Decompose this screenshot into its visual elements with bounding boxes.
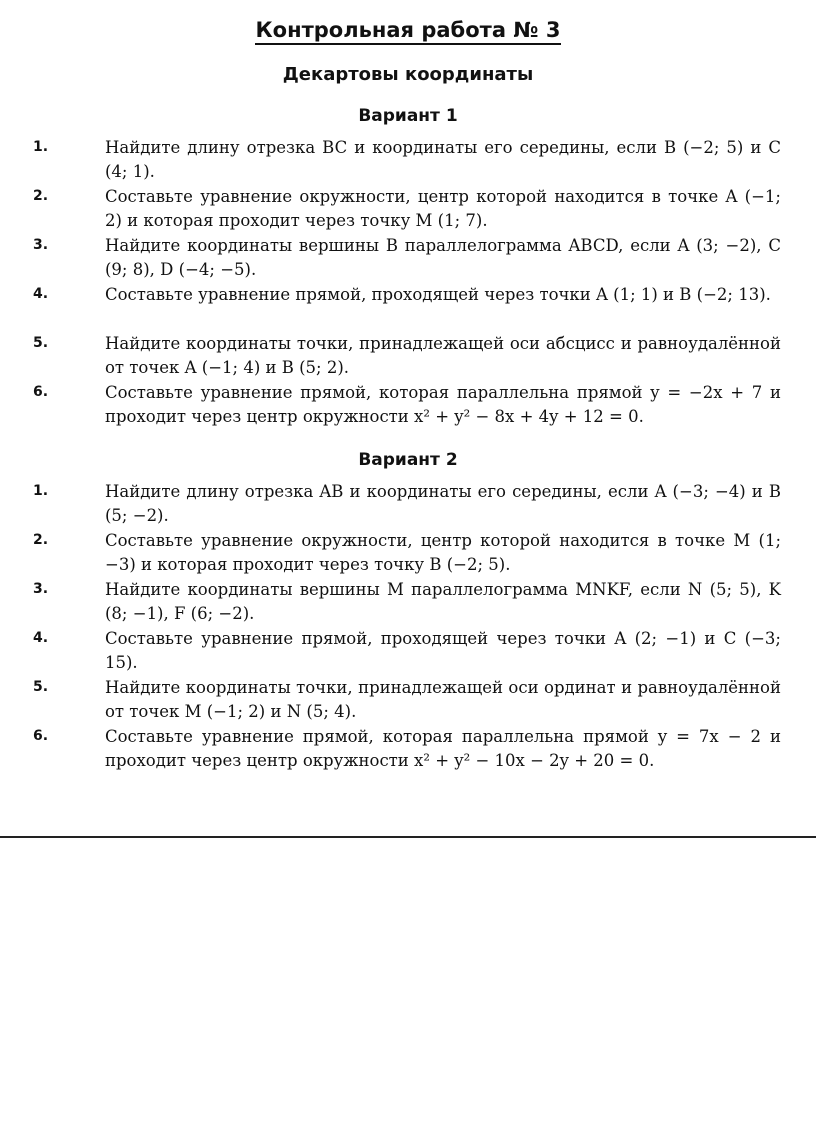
task-item <box>0 283 816 332</box>
task-item <box>0 676 816 725</box>
task-item <box>0 234 816 283</box>
variant-1-task-list <box>0 136 816 430</box>
bottom-divider <box>0 836 816 838</box>
task-item <box>0 381 816 430</box>
task-item <box>0 185 816 234</box>
task-item <box>0 578 816 627</box>
task-item <box>0 332 816 381</box>
task-number: 4. <box>33 630 49 646</box>
task-number: 3. <box>33 581 49 597</box>
task-item <box>0 725 816 774</box>
page-title-text: Контрольная работа № 3 <box>255 18 560 45</box>
variant-1-title: Вариант 1 <box>358 106 458 126</box>
page-title <box>0 18 816 42</box>
task-text: Найдите длину отрезка AB и координаты его середины, если A (−3; −4) и B (5; −2). <box>105 482 781 525</box>
task-text: Составьте уравнение прямой, которая параллельна прямой y = −2x + 7 и проходит через центр окружности x² + y² − 8x + 4y + 12 = 0. <box>105 383 781 426</box>
task-number: 3. <box>33 237 49 253</box>
task-item <box>0 627 816 676</box>
task-number: 6. <box>33 384 49 400</box>
task-item <box>0 136 816 185</box>
task-text: Составьте уравнение прямой, проходящей через точки A (1; 1) и B (−2; 13). <box>105 285 771 304</box>
task-text: Составьте уравнение прямой, проходящей через точки A (2; −1) и C (−3; 15). <box>105 629 781 672</box>
task-number: 5. <box>33 335 49 351</box>
variant-2-task-list <box>0 480 816 774</box>
task-number: 2. <box>33 532 49 548</box>
task-number: 2. <box>33 188 49 204</box>
task-text: Найдите координаты вершины B параллелограмма ABCD, если A (3; −2), C (9; 8), D (−4; −5). <box>105 236 781 279</box>
task-text: Найдите длину отрезка BC и координаты его середины, если B (−2; 5) и C (4; 1). <box>105 138 781 181</box>
task-text: Составьте уравнение окружности, центр которой находится в точке M (1; −3) и которая проходит через точку B (−2; 5). <box>105 531 781 574</box>
task-item <box>0 480 816 529</box>
task-number: 1. <box>33 139 49 155</box>
task-number: 1. <box>33 483 49 499</box>
task-item <box>0 529 816 578</box>
task-text: Составьте уравнение прямой, которая параллельна прямой y = 7x − 2 и проходит через центр окружности x² + y² − 10x − 2y + 20 = 0. <box>105 727 781 770</box>
task-text: Найдите координаты точки, принадлежащей оси абсцисс и равноудалённой от точек A (−1; 4) и B (5; 2). <box>105 334 781 377</box>
task-number: 6. <box>33 728 49 744</box>
task-text: Найдите координаты точки, принадлежащей оси ординат и равноудалённой от точек M (−1; 2) и N (5; 4). <box>105 678 781 721</box>
page-subtitle: Декартовы координаты <box>282 64 534 85</box>
task-text: Составьте уравнение окружности, центр которой находится в точке A (−1; 2) и которая проходит через точку M (1; 7). <box>105 187 781 230</box>
variant-2-title: Вариант 2 <box>358 450 458 470</box>
task-text: Найдите координаты вершины M параллелограмма MNKF, если N (5; 5), K (8; −1), F (6; −2). <box>105 580 781 623</box>
task-number: 5. <box>33 679 49 695</box>
task-number: 4. <box>33 286 49 302</box>
